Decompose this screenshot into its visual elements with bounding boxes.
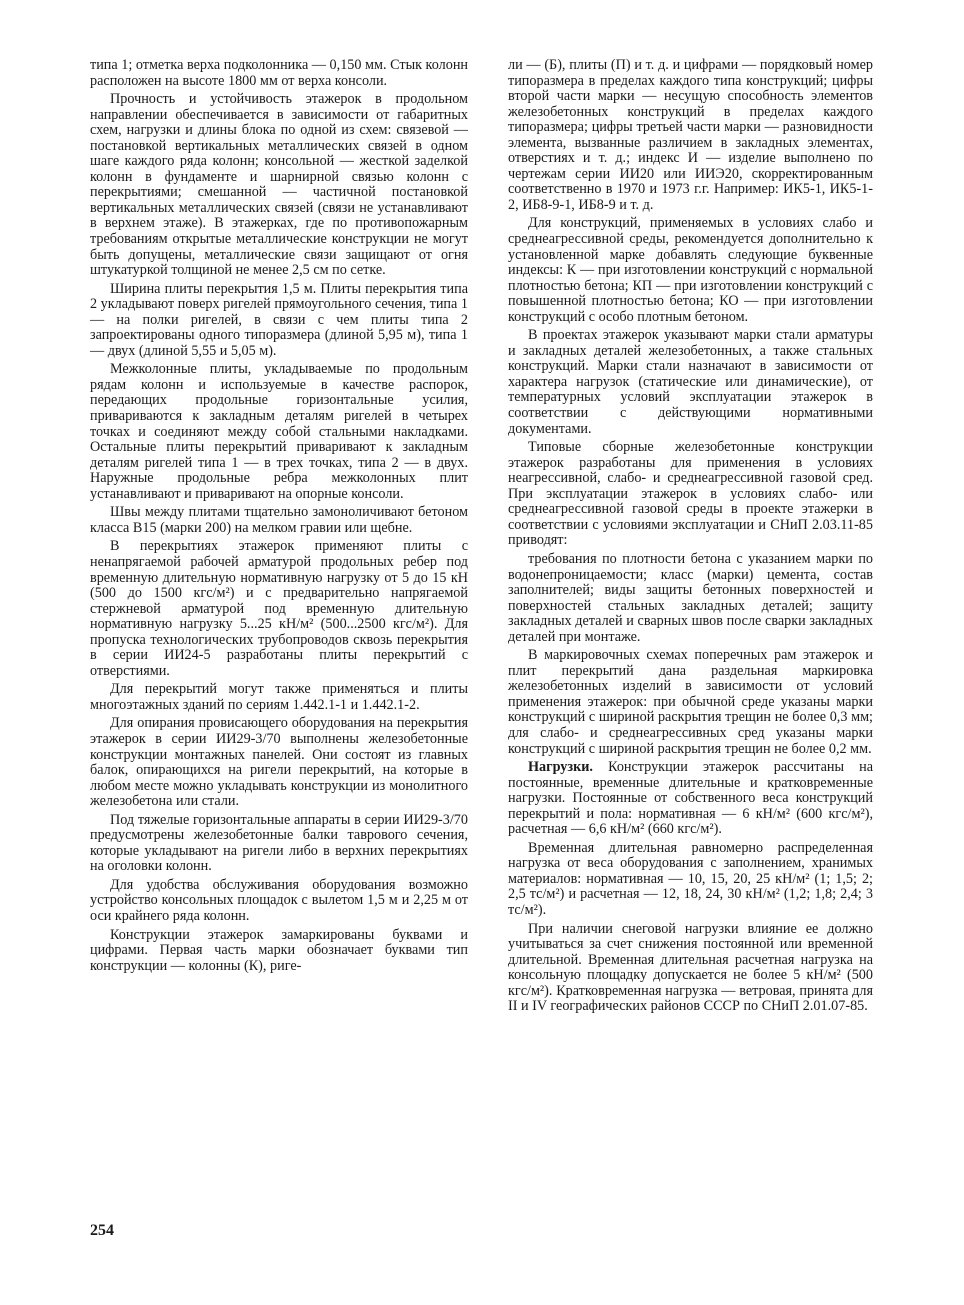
paragraph: Швы между плитами тщательно замоноличивают бетоном класса В15 (марки 200) на мелком гравии или щебне. [90, 504, 468, 536]
paragraph: типа 1; отметка верха подколонника — 0,150 мм. Стык колонн расположен на высоте 1800 мм от верха консоли. [90, 57, 468, 89]
paragraph: В маркировочных схемах поперечных рам этажерок и плит перекрытий дана раздельная маркировка железобетонных изделий в зависимости от условий применения этажерок: при обычной среде указаны марки конструкций с шириной раскрытия трещин не более 0,3 мм; для слабо- и среднеагрессивных сред указаны марки конструкций с шириной раскрытия трещин не более 0,2 мм. [508, 647, 873, 757]
paragraph: Временная длительная равномерно распределенная нагрузка от веса оборудования с заполнением, хранимых материалов: нормативная — 10, 15, 20, 25 кН/м² (1; 1,5; 2; 2,5 тс/м²) и расчетная — 12, 18, 24, 30 кН/м² (1,2; 1,8; 2,4; 3 тс/м²). [508, 839, 873, 918]
paragraph: Межколонные плиты, укладываемые по продольным рядам колонн и используемые в качестве распорок, передающих продольные горизонтальные усилия, привариваются к закладным деталям ригелей в четырех точках и соединяют между собой стальными накладками. Остальные плиты перекрытий приваривают к закладным деталям ригелей типа 1 — в трех точках, типа 2 — в двух. Наружные продольные ребра межколонных плит устанавливают и приваривают на опорные консоли. [90, 361, 468, 502]
paragraph: При наличии снеговой нагрузки влияние ее должно учитываться за счет снижения постоянной или временной длительной. Временная длительная расчетная нагрузка на консольную площадку допускается не более 5 кН/м² (500 кгс/м²). Кратковременная нагрузка — ветровая, принята для II и IV географических районов СССР по СНиП 2.01.07-85. [508, 920, 873, 1015]
paragraph: Конструкции этажерок замаркированы буквами и цифрами. Первая часть марки обозначает буквами тип конструкции — колонны (К), риге- [90, 926, 468, 974]
paragraph: В проектах этажерок указывают марки стали арматуры и закладных деталей железобетонных, а также стальных конструкций. Марки стали назначают в зависимости от характера нагрузок (статические или динамические), от температурных условий эксплуатации этажерок в соответствии с действующими нормативными документами. [508, 327, 873, 437]
paragraph: Под тяжелые горизонтальные аппараты в серии ИИ29-3/70 предусмотрены железобетонные балки таврового сечения, которые укладывают на ригели либо в верхних перекрытиях на оголовки колонн. [90, 811, 468, 875]
right-column [508, 58, 873, 1018]
paragraph: Для опирания провисающего оборудования на перекрытия этажерок в серии ИИ29-3/70 выполнены железобетонные конструкции монтажных панелей. Они состоят из главных балок, опирающихся на ригели перекрытий, на которые в любом месте можно укладывать конструкции из монолитного железобетона или стали. [90, 715, 468, 810]
section-heading-loads: Нагрузки. [528, 759, 593, 776]
paragraph: Для перекрытий могут также применяться и плиты многоэтажных зданий по сериям 1.442.1-1 и 1.442.1-2. [90, 681, 468, 713]
paragraph: Ширина плиты перекрытия 1,5 м. Плиты перекрытия типа 2 укладывают поверх ригелей прямоугольного сечения, типа 1 — на полки ригелей, в связи с чем плиты типа 2 запроектированы одного типоразмера (длиной 5,95 м), типа 1 — двух (длиной 5,55 и 5,05 м). [90, 280, 468, 359]
paragraph: ли — (Б), плиты (П) и т. д. и цифрами — порядковый номер типоразмера в пределах каждого типа конструкций; цифры второй части марки — несущую способность элементов железобетонных конструкций в пределах каждого типоразмера; цифры третьей части марки — разновидности элемента, вызванные различием в закладных элементах, отверстиях и т. д.; индекс И — изделие выполнено по чертежам серии ИИ20 или ИИЭ20, скорректированным соответственно в 1970 и 1973 г.г. Например: ИК5-1, ИК5-1-2, ИБ8-9-1, ИБ8-9 и т. д. [508, 57, 873, 213]
paragraph-text: Конструкции этажерок рассчитаны на постоянные, временные длительные и кратковременные нагрузки. Постоянные от собственного веса конструкций перекрытий и пола: нормативная — 6 кН/м² (600 кгс/м²), расчетная — 6,6 кН/м² (660 кгс/м²). [508, 759, 873, 838]
page-number: 254 [90, 1222, 114, 1239]
paragraph: В перекрытиях этажерок применяют плиты с ненапрягаемой рабочей арматурой продольных ребер под временную длительную нормативную нагрузку от 5 до 15 кН (500 до 1500 кгс/м²) и с предварительно напрягаемой стержневой арматурой под временную длительную нормативную нагрузку 5...25 кН/м² (500...2500 кгс/м²). Для пропуска технологических трубопроводов сквозь перекрытия в серии ИИ24-5 разработаны плиты перекрытий с отверстиями. [90, 538, 468, 679]
paragraph: требования по плотности бетона с указанием марки по водонепроницаемости; класс (марки) цемента, состав заполнителей; виды защиты бетонных поверхностей и поверхностей стальных закладных деталей; защиту закладных деталей и сварных швов после сварки закладных деталей при монтаже. [508, 550, 873, 645]
paragraph: Прочность и устойчивость этажерок в продольном направлении обеспечивается в зависимости от габаритных схем, нагрузки и длины блока по одной из схем: связевой — постановкой вертикальных металлических связей в одном шаге каждого ряда колонн; консольной — жесткой заделкой колонн в фундаменте и шарнирной связью колонн с перекрытиями; смешанной — частичной постановкой вертикальных металлических связей (связи не устанавливают в верхнем этаже). В этажерках, где по противопожарным требованиям открытые металлические конструкции не могут быть допущены, металлические связи защищают от огня штукатуркой толщиной не менее 2,5 см по сетке. [90, 91, 468, 279]
left-column [90, 58, 468, 977]
paragraph: Для конструкций, применяемых в условиях слабо и среднеагрессивной среды, рекомендуется дополнительно к установленной марке добавлять следующие буквенные индексы: К — при изготовлении конструкций с нормальной плотностью бетона; КП — при изготовлении конструкций с повышенной плотностью бетона; КО — при изготовлении конструкций с особо плотным бетоном. [508, 215, 873, 325]
paragraph: Типовые сборные железобетонные конструкции этажерок разработаны для применения в условиях неагрессивной, слабо- и среднеагрессивной газовой сред. При эксплуатации этажерок в условиях слабо- или среднеагрессивной газовой среды в проекте этажерки в соответствии с условиями эксплуатации и СНиП 2.03.11-85 приводят: [508, 439, 873, 549]
paragraph: Для удобства обслуживания оборудования возможно устройство консольных площадок с вылетом 1,5 м и 2,25 м от оси крайнего ряда колонн. [90, 876, 468, 924]
loads-paragraph [508, 760, 873, 838]
